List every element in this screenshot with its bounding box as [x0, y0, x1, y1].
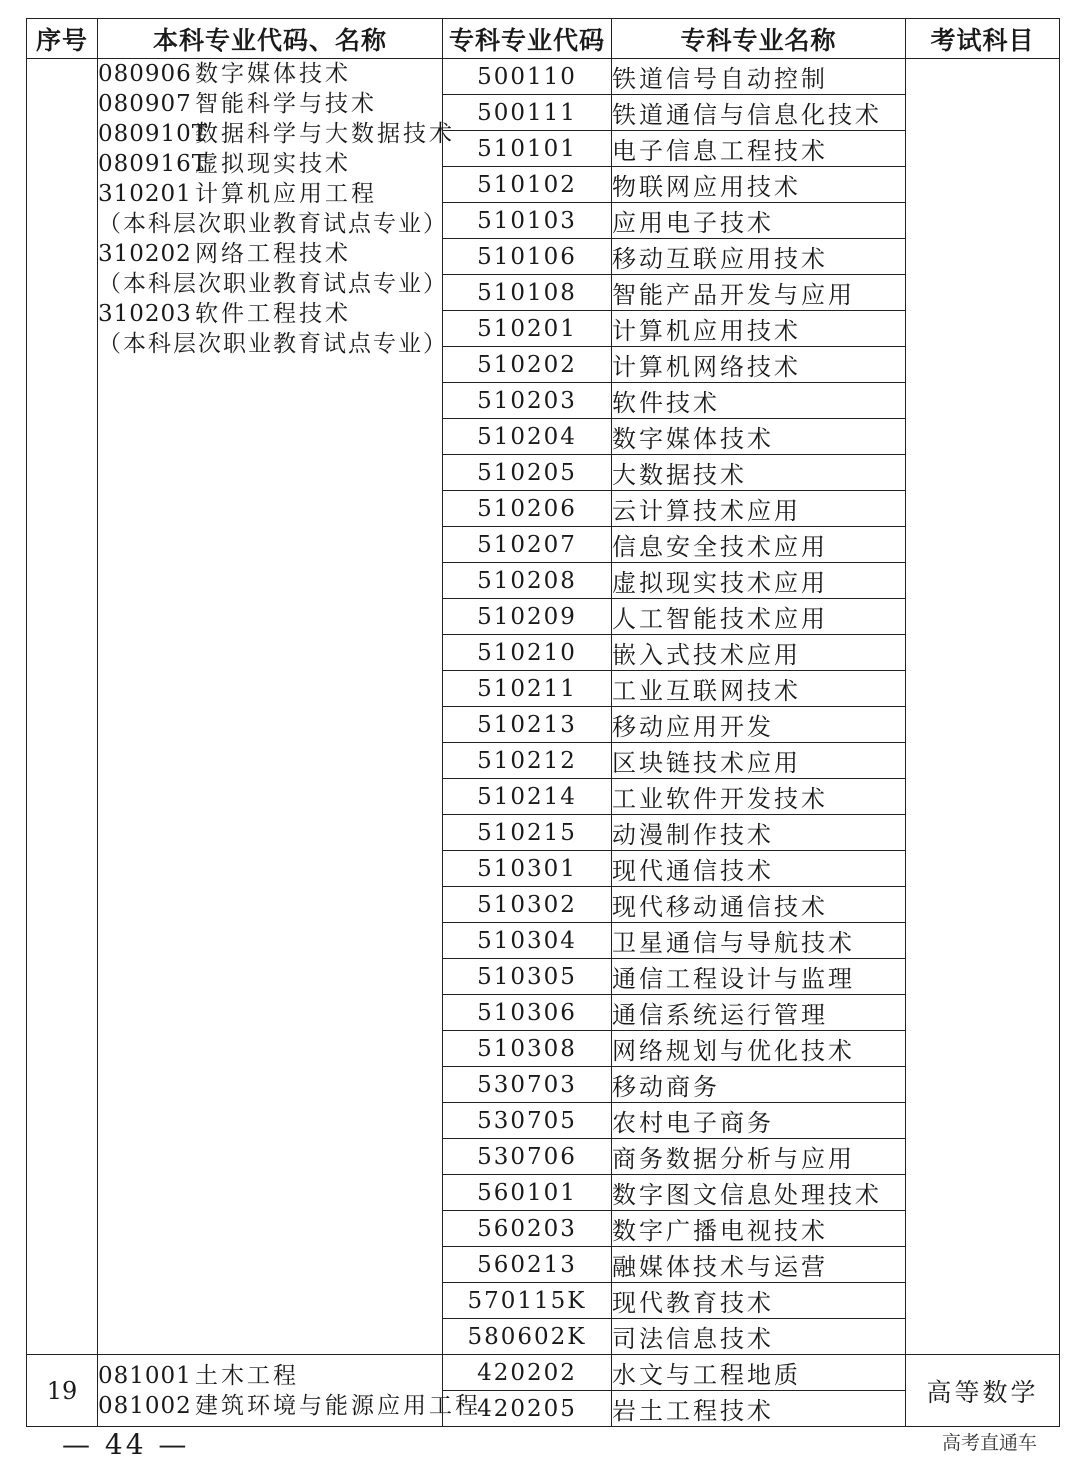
major-code-cell: 510301	[443, 851, 612, 887]
bachelor-major	[98, 299, 442, 329]
major-name-cell: 动漫制作技术	[612, 815, 906, 851]
major-name-cell: 计算机网络技术	[612, 347, 906, 383]
major-code-cell: 420202	[443, 1355, 612, 1391]
table-row	[27, 59, 1060, 95]
major-name-cell: 网络规划与优化技术	[612, 1031, 906, 1067]
seq-cell	[27, 59, 98, 1355]
bachelor-major	[98, 59, 442, 89]
major-code-cell: 560101	[443, 1175, 612, 1211]
major-code-cell: 420205	[443, 1391, 612, 1427]
major-code-cell: 510215	[443, 815, 612, 851]
major-name-cell: 现代通信技术	[612, 851, 906, 887]
major-code-cell: 510207	[443, 527, 612, 563]
bachelor-major-code: 081001	[98, 1362, 192, 1389]
major-name-cell: 计算机应用技术	[612, 311, 906, 347]
major-name-cell: 软件技术	[612, 383, 906, 419]
bachelor-major-name: 建筑环境与能源应用工程	[195, 1392, 481, 1419]
bachelor-major	[98, 89, 442, 119]
major-code-cell: 560213	[443, 1247, 612, 1283]
bachelor-major-note: （本科层次职业教育试点专业）	[98, 271, 448, 297]
seq-cell: 19	[27, 1355, 98, 1427]
major-code-cell: 510213	[443, 707, 612, 743]
table-body	[27, 59, 1060, 1427]
major-code-cell: 530703	[443, 1067, 612, 1103]
major-name-cell: 大数据技术	[612, 455, 906, 491]
bachelor-major	[98, 119, 455, 149]
major-name-cell: 信息安全技术应用	[612, 527, 906, 563]
major-name-cell: 现代教育技术	[612, 1283, 906, 1319]
bachelor-major-name: 智能科学与技术	[195, 91, 377, 117]
bachelor-major-note: （本科层次职业教育试点专业）	[98, 331, 448, 357]
major-code-cell: 510201	[443, 311, 612, 347]
bachelor-major-name: 数据科学与大数据技术	[195, 121, 455, 147]
major-code-cell: 510308	[443, 1031, 612, 1067]
major-name-cell: 司法信息技术	[612, 1319, 906, 1355]
major-code-cell: 510202	[443, 347, 612, 383]
major-code-cell: 510305	[443, 959, 612, 995]
major-code-cell: 510203	[443, 383, 612, 419]
bachelor-major-code: 080907	[98, 91, 192, 117]
major-name-cell: 现代移动通信技术	[612, 887, 906, 923]
major-code-cell: 580602K	[443, 1319, 612, 1355]
major-code-cell: 510214	[443, 779, 612, 815]
major-name-cell: 农村电子商务	[612, 1103, 906, 1139]
major-code-cell: 510108	[443, 275, 612, 311]
bachelor-major-code: 080906	[98, 61, 192, 87]
major-name-cell: 虚拟现实技术应用	[612, 563, 906, 599]
bachelor-major	[98, 239, 442, 269]
bachelor-major-code: 310202	[98, 241, 192, 267]
bachelor-major-name: 数字媒体技术	[195, 61, 351, 87]
major-name-cell: 卫星通信与导航技术	[612, 923, 906, 959]
header-bachelor: 本科专业代码、名称	[98, 19, 443, 59]
header-exam: 考试科目	[906, 19, 1060, 59]
bachelor-major	[98, 179, 442, 209]
major-code-cell: 510102	[443, 167, 612, 203]
major-name-cell: 物联网应用技术	[612, 167, 906, 203]
major-code-cell: 510208	[443, 563, 612, 599]
exam-subject-cell: 高等数学	[906, 1355, 1060, 1427]
major-code-cell: 510101	[443, 131, 612, 167]
bachelor-major-name: 计算机应用工程	[195, 181, 377, 207]
major-name-cell: 云计算技术应用	[612, 491, 906, 527]
majors-table	[26, 18, 1060, 1427]
bachelor-majors-cell	[98, 1355, 481, 1427]
major-name-cell: 工业互联网技术	[612, 671, 906, 707]
major-name-cell: 数字广播电视技术	[612, 1211, 906, 1247]
major-name-cell: 人工智能技术应用	[612, 599, 906, 635]
bachelor-major-name: 虚拟现实技术	[195, 151, 351, 177]
major-name-cell: 电子信息工程技术	[612, 131, 906, 167]
bachelor-major	[98, 1391, 481, 1421]
major-code-cell: 510205	[443, 455, 612, 491]
bachelor-major-note: （本科层次职业教育试点专业）	[98, 211, 448, 237]
major-code-cell: 500111	[443, 95, 612, 131]
bachelor-major-code: 080910T	[98, 121, 209, 147]
header-seq: 序号	[27, 19, 98, 59]
table-row	[27, 1355, 1060, 1391]
major-code-cell: 510212	[443, 743, 612, 779]
bachelor-major-name: 网络工程技术	[195, 241, 351, 267]
major-code-cell: 570115K	[443, 1283, 612, 1319]
major-name-cell: 嵌入式技术应用	[612, 635, 906, 671]
major-name-cell: 移动互联应用技术	[612, 239, 906, 275]
major-name-cell: 数字图文信息处理技术	[612, 1175, 906, 1211]
major-code-cell: 510210	[443, 635, 612, 671]
bachelor-major	[98, 1361, 442, 1391]
exam-subject-cell	[906, 59, 1060, 1355]
bachelor-major	[98, 149, 442, 179]
major-name-cell: 工业软件开发技术	[612, 779, 906, 815]
major-code-cell: 510103	[443, 203, 612, 239]
major-code-cell: 510209	[443, 599, 612, 635]
major-code-cell: 510106	[443, 239, 612, 275]
major-code-cell: 500110	[443, 59, 612, 95]
header-name: 专科专业名称	[612, 19, 906, 59]
major-code-cell: 510306	[443, 995, 612, 1031]
header-row	[27, 19, 1060, 59]
major-name-cell: 岩土工程技术	[612, 1391, 906, 1427]
major-code-cell: 510302	[443, 887, 612, 923]
major-code-cell: 530706	[443, 1139, 612, 1175]
bachelor-major-name: 土木工程	[195, 1362, 299, 1389]
major-code-cell: 510204	[443, 419, 612, 455]
major-name-cell: 智能产品开发与应用	[612, 275, 906, 311]
major-code-cell: 510211	[443, 671, 612, 707]
major-name-cell: 铁道通信与信息化技术	[612, 95, 906, 131]
major-name-cell: 数字媒体技术	[612, 419, 906, 455]
major-name-cell: 通信系统运行管理	[612, 995, 906, 1031]
major-code-cell: 510304	[443, 923, 612, 959]
major-name-cell: 移动应用开发	[612, 707, 906, 743]
major-name-cell: 区块链技术应用	[612, 743, 906, 779]
major-name-cell: 应用电子技术	[612, 203, 906, 239]
bachelor-majors-cell	[98, 59, 455, 1355]
header-code: 专科专业代码	[443, 19, 612, 59]
page-number: — 44 —	[62, 1428, 190, 1461]
bachelor-major-code: 081002	[98, 1392, 192, 1419]
watermark: 高考直通车	[942, 1432, 1038, 1454]
major-name-cell: 融媒体技术与运营	[612, 1247, 906, 1283]
major-code-cell: 560203	[443, 1211, 612, 1247]
major-name-cell: 通信工程设计与监理	[612, 959, 906, 995]
bachelor-major-code: 080916T	[98, 151, 209, 177]
bachelor-major-code: 310203	[98, 301, 192, 327]
major-name-cell: 移动商务	[612, 1067, 906, 1103]
major-code-cell: 530705	[443, 1103, 612, 1139]
major-name-cell: 商务数据分析与应用	[612, 1139, 906, 1175]
major-name-cell: 水文与工程地质	[612, 1355, 906, 1391]
major-code-cell: 510206	[443, 491, 612, 527]
bachelor-major-name: 软件工程技术	[195, 301, 351, 327]
major-name-cell: 铁道信号自动控制	[612, 59, 906, 95]
bachelor-major-code: 310201	[98, 181, 192, 207]
